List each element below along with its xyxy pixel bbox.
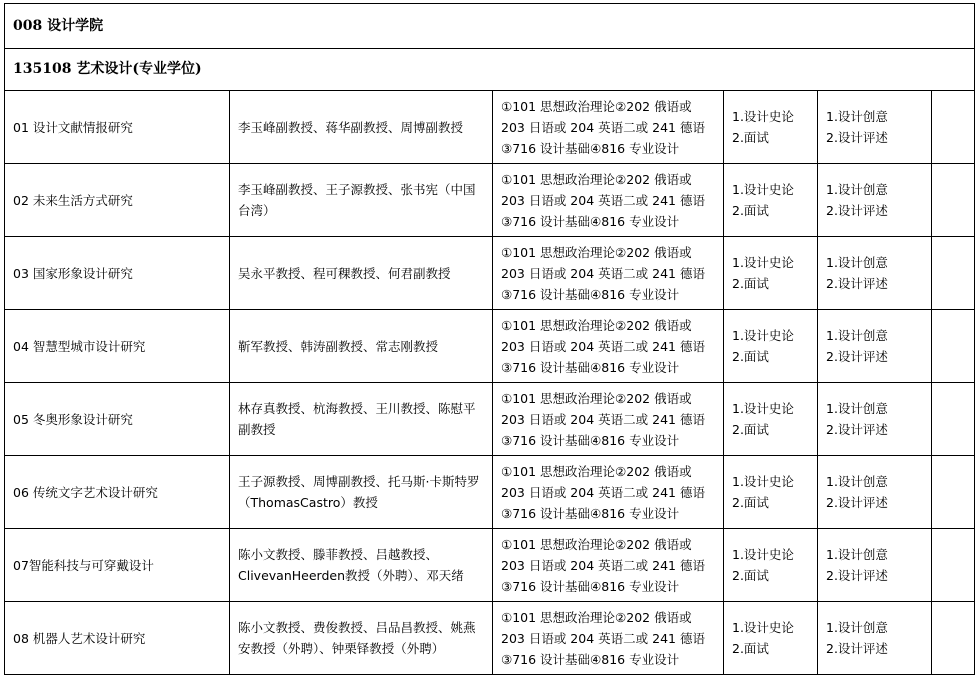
exam-line: 203 日语或 204 英语二或 241 德语 xyxy=(501,484,705,500)
additional-test-line: 2.设计评述 xyxy=(826,349,888,364)
table-row xyxy=(5,456,975,529)
retest-line: 2.面试 xyxy=(732,641,769,656)
exam-line: ③716 设计基础④816 专业设计 xyxy=(501,578,680,594)
major-title: 135108 艺术设计(专业学位) xyxy=(5,49,975,91)
additional-test-cell xyxy=(818,91,932,164)
retest-line: 2.面试 xyxy=(732,568,769,583)
additional-test-line: 1.设计创意 xyxy=(826,328,888,343)
retest-line: 1.设计史论 xyxy=(732,620,794,635)
research-direction-cell: 05 冬奥形象设计研究 xyxy=(5,383,230,456)
additional-test-line: 1.设计创意 xyxy=(826,547,888,562)
exam-line: 203 日语或 204 英语二或 241 德语 xyxy=(501,192,705,208)
retest-subjects-cell xyxy=(724,91,818,164)
retest-line: 1.设计史论 xyxy=(732,182,794,197)
retest-subjects-cell xyxy=(724,310,818,383)
exam-subjects-cell xyxy=(493,237,724,310)
additional-test-line: 2.设计评述 xyxy=(826,495,888,510)
additional-test-cell xyxy=(818,237,932,310)
exam-line: 203 日语或 204 英语二或 241 德语 xyxy=(501,630,705,646)
notes-cell xyxy=(932,91,975,164)
research-direction-cell: 02 未来生活方式研究 xyxy=(5,164,230,237)
exam-line: ③716 设计基础④816 专业设计 xyxy=(501,286,680,302)
retest-line: 1.设计史论 xyxy=(732,109,794,124)
table-row xyxy=(5,383,975,456)
retest-line: 2.面试 xyxy=(732,130,769,145)
retest-line: 1.设计史论 xyxy=(732,328,794,343)
advisors-cell: 林存真教授、杭海教授、王川教授、陈慰平副教授 xyxy=(230,383,493,456)
retest-subjects-cell xyxy=(724,456,818,529)
additional-test-line: 1.设计创意 xyxy=(826,474,888,489)
research-direction-cell: 08 机器人艺术设计研究 xyxy=(5,602,230,675)
retest-subjects-cell xyxy=(724,529,818,602)
exam-line: 203 日语或 204 英语二或 241 德语 xyxy=(501,265,705,281)
additional-test-line: 2.设计评述 xyxy=(826,203,888,218)
exam-line: ③716 设计基础④816 专业设计 xyxy=(501,505,680,521)
additional-test-line: 1.设计创意 xyxy=(826,109,888,124)
research-direction-cell: 06 传统文字艺术设计研究 xyxy=(5,456,230,529)
exam-subjects-cell xyxy=(493,529,724,602)
research-direction-cell: 01 设计文献情报研究 xyxy=(5,91,230,164)
notes-cell xyxy=(932,164,975,237)
retest-line: 1.设计史论 xyxy=(732,474,794,489)
exam-subjects-cell xyxy=(493,383,724,456)
table-row xyxy=(5,602,975,675)
table-row xyxy=(5,237,975,310)
exam-subjects-cell xyxy=(493,91,724,164)
additional-test-line: 2.设计评述 xyxy=(826,276,888,291)
additional-test-line: 2.设计评述 xyxy=(826,568,888,583)
advisors-cell: 陈小文教授、费俊教授、吕品昌教授、姚燕安教授（外聘）、钟栗铎教授（外聘） xyxy=(230,602,493,675)
retest-line: 1.设计史论 xyxy=(732,255,794,270)
retest-line: 1.设计史论 xyxy=(732,547,794,562)
additional-test-line: 2.设计评述 xyxy=(826,422,888,437)
retest-line: 2.面试 xyxy=(732,422,769,437)
research-direction-cell: 07智能科技与可穿戴设计 xyxy=(5,529,230,602)
retest-line: 2.面试 xyxy=(732,349,769,364)
notes-cell xyxy=(932,602,975,675)
exam-line: 203 日语或 204 英语二或 241 德语 xyxy=(501,119,705,135)
exam-line: ①101 思想政治理论②202 俄语或 xyxy=(501,244,692,260)
exam-line: ③716 设计基础④816 专业设计 xyxy=(501,213,680,229)
exam-line: 203 日语或 204 英语二或 241 德语 xyxy=(501,411,705,427)
additional-test-cell xyxy=(818,383,932,456)
exam-subjects-cell xyxy=(493,602,724,675)
table-row xyxy=(5,91,975,164)
additional-test-line: 1.设计创意 xyxy=(826,620,888,635)
table-row xyxy=(5,164,975,237)
retest-subjects-cell xyxy=(724,164,818,237)
additional-test-line: 1.设计创意 xyxy=(826,401,888,416)
exam-line: ①101 思想政治理论②202 俄语或 xyxy=(501,171,692,187)
additional-test-line: 1.设计创意 xyxy=(826,182,888,197)
additional-test-cell xyxy=(818,602,932,675)
advisors-cell: 陈小文教授、滕菲教授、吕越教授、ClivevanHeerden教授（外聘）、邓天绪 xyxy=(230,529,493,602)
exam-subjects-cell xyxy=(493,310,724,383)
exam-line: 203 日语或 204 英语二或 241 德语 xyxy=(501,338,705,354)
additional-test-cell xyxy=(818,456,932,529)
notes-cell xyxy=(932,529,975,602)
exam-line: ①101 思想政治理论②202 俄语或 xyxy=(501,98,692,114)
notes-cell xyxy=(932,310,975,383)
additional-test-line: 1.设计创意 xyxy=(826,255,888,270)
advisors-cell: 李玉峰副教授、王子源教授、张书宪（中国台湾） xyxy=(230,164,493,237)
advisors-cell: 王子源教授、周博副教授、托马斯·卡斯特罗（ThomasCastro）教授 xyxy=(230,456,493,529)
research-direction-cell: 04 智慧型城市设计研究 xyxy=(5,310,230,383)
exam-subjects-cell xyxy=(493,164,724,237)
advisors-cell: 李玉峰副教授、蒋华副教授、周博副教授 xyxy=(230,91,493,164)
retest-subjects-cell xyxy=(724,383,818,456)
exam-line: ①101 思想政治理论②202 俄语或 xyxy=(501,536,692,552)
retest-subjects-cell xyxy=(724,602,818,675)
advisors-cell: 吴永平教授、程可稞教授、何君副教授 xyxy=(230,237,493,310)
exam-subjects-cell xyxy=(493,456,724,529)
retest-line: 1.设计史论 xyxy=(732,401,794,416)
college-title: 008 设计学院 xyxy=(5,4,975,49)
retest-line: 2.面试 xyxy=(732,203,769,218)
advisors-cell: 靳军教授、韩涛副教授、常志刚教授 xyxy=(230,310,493,383)
exam-line: ①101 思想政治理论②202 俄语或 xyxy=(501,317,692,333)
table-row xyxy=(5,310,975,383)
additional-test-line: 2.设计评述 xyxy=(826,130,888,145)
exam-line: ①101 思想政治理论②202 俄语或 xyxy=(501,390,692,406)
retest-line: 2.面试 xyxy=(732,495,769,510)
notes-cell xyxy=(932,456,975,529)
additional-test-cell xyxy=(818,529,932,602)
research-direction-cell: 03 国家形象设计研究 xyxy=(5,237,230,310)
additional-test-cell xyxy=(818,164,932,237)
exam-line: ③716 设计基础④816 专业设计 xyxy=(501,432,680,448)
notes-cell xyxy=(932,383,975,456)
retest-subjects-cell xyxy=(724,237,818,310)
exam-line: ③716 设计基础④816 专业设计 xyxy=(501,651,680,667)
retest-line: 2.面试 xyxy=(732,276,769,291)
exam-line: ①101 思想政治理论②202 俄语或 xyxy=(501,463,692,479)
exam-line: 203 日语或 204 英语二或 241 德语 xyxy=(501,557,705,573)
program-table xyxy=(4,3,975,675)
exam-line: ③716 设计基础④816 专业设计 xyxy=(501,140,680,156)
additional-test-cell xyxy=(818,310,932,383)
additional-test-line: 2.设计评述 xyxy=(826,641,888,656)
notes-cell xyxy=(932,237,975,310)
exam-line: ①101 思想政治理论②202 俄语或 xyxy=(501,609,692,625)
table-row xyxy=(5,529,975,602)
exam-line: ③716 设计基础④816 专业设计 xyxy=(501,359,680,375)
